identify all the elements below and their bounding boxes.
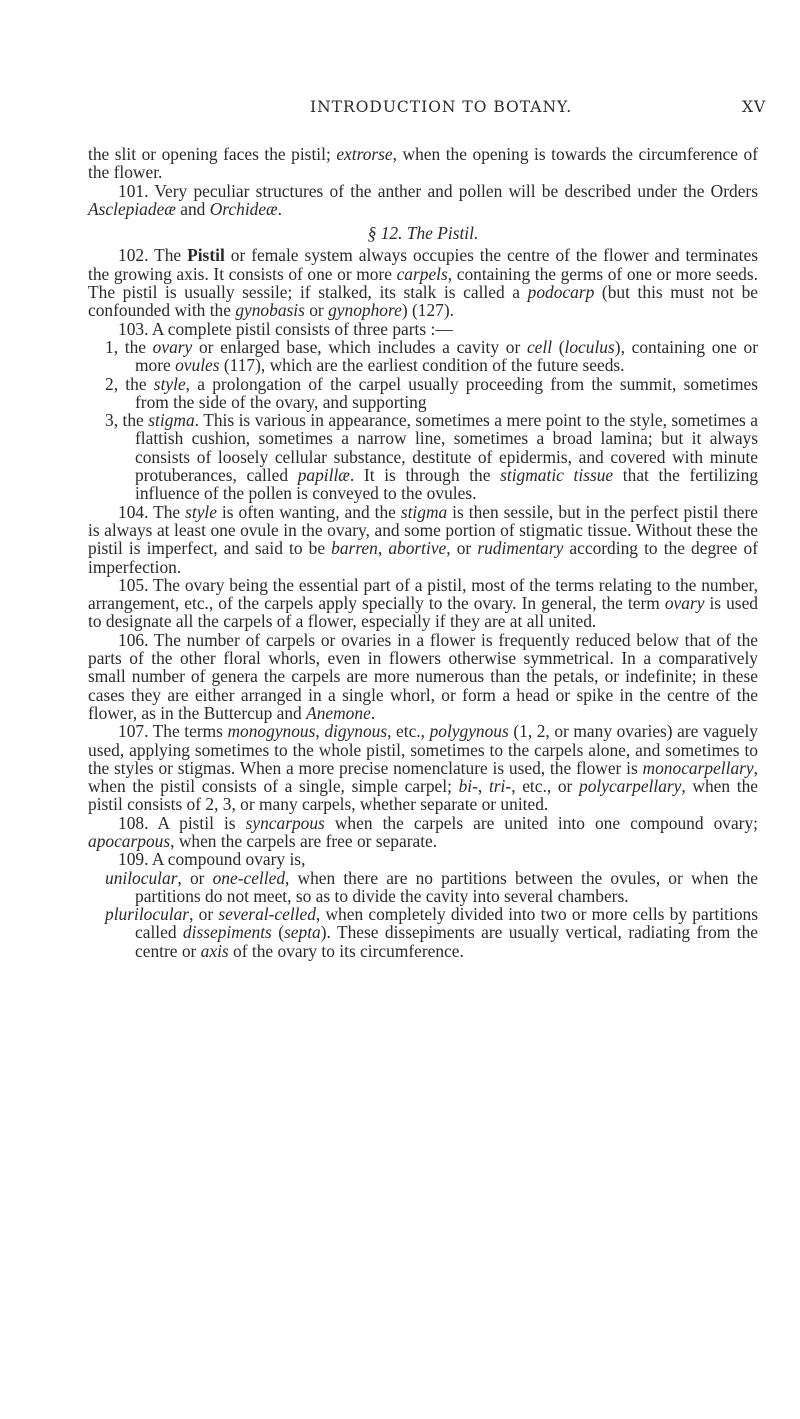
paragraph-109	[88, 850, 758, 868]
header-title: INTRODUCTION TO BOTANY.	[310, 98, 573, 116]
italic-term: ovary	[664, 593, 705, 614]
italic-term: barren	[331, 538, 378, 559]
italic-term: ovules	[175, 355, 220, 376]
text-run: is used to designate all the carpels of a flower, especially if they are at all united.	[88, 593, 758, 632]
italic-term: rudimentary	[477, 538, 564, 559]
text-run: is then sessile, but in the perfect pistil there is always at least one ovule in the ovary, and some portion of stigmatic tissue. Without these the pistil is imperfect, and said to be	[88, 501, 758, 559]
list-item-ovary	[88, 338, 758, 375]
text-run: , or	[446, 538, 478, 559]
text-run: ) (127).	[401, 300, 454, 321]
italic-term: papillæ	[297, 465, 350, 486]
italic-term: apocarpous	[88, 830, 171, 851]
text-run: ), containing one or more	[135, 336, 758, 376]
bold-term: Pistil	[187, 245, 225, 266]
text-run: , when the pistil consists of 2, 3, or many carpels, whether separate or united.	[88, 776, 758, 815]
italic-term: stigma	[148, 410, 195, 431]
text-run: , when the carpels are free or separate.	[170, 830, 438, 851]
text-run: (	[552, 336, 565, 357]
italic-term: monogynous	[227, 721, 316, 742]
paragraph-continuation	[88, 145, 758, 182]
text-run: 104. The	[118, 501, 186, 522]
text-run: , etc., or	[511, 776, 579, 797]
italic-term: stigma	[400, 501, 448, 522]
text-run: 105. The ovary being the essential part of a pistil, most of the terms relating to the number, arrangement, etc., of the carpels apply specially to the ovary. In general, the term	[88, 574, 758, 614]
list-item-unilocular	[88, 869, 758, 906]
text-run: § 12.	[367, 223, 407, 244]
text-run: that the fertilizing influence of the pollen is conveyed to the ovules.	[135, 465, 759, 504]
text-run: 1, the	[105, 336, 153, 357]
italic-term: gynophore	[328, 300, 402, 321]
text-run: or	[304, 300, 329, 321]
paragraph-106	[88, 631, 758, 722]
text-run: (but this must not be confounded with the	[88, 282, 758, 321]
text-run: when the carpels are united into one compound ovary;	[324, 812, 758, 833]
text-run: .	[277, 198, 283, 219]
text-run: .	[370, 702, 376, 723]
text-run: or enlarged base, which includes a cavity or	[192, 336, 527, 357]
section-heading-12	[88, 224, 758, 242]
text-run: , when the pistil consists of a single, simple carpel;	[88, 757, 758, 797]
text-run: , when there are no partitions between the ovules, or when the partitions do not meet, so as to divide the cavity into several chambers.	[135, 867, 758, 906]
italic-term: tri-	[488, 776, 512, 797]
text-run: , or	[189, 904, 219, 925]
text-run: (1, 2, or many ovaries) are vaguely used, applying sometimes to the whole pistil, sometimes to the carpels alone, and sometimes to the styles or stigmas. When a more precise nomenclature is used, the flower is	[88, 721, 758, 778]
text-run: , a prolongation of the carpel usually proceeding from the summit, sometimes from the side of the ovary, and supporting	[135, 373, 759, 412]
italic-term: stigmatic tissue	[500, 465, 614, 486]
italic-term: loculus	[564, 336, 615, 357]
italic-term: several-celled	[218, 904, 316, 925]
paragraph-101	[88, 182, 758, 219]
italic-term: style	[185, 501, 217, 522]
italic-term: axis	[200, 940, 229, 961]
italic-term: carpels	[396, 263, 448, 284]
paragraph-107	[88, 722, 758, 813]
text-run: 108. A pistil is	[118, 812, 246, 833]
text-run: 2, the	[105, 373, 154, 394]
list-item-plurilocular	[88, 905, 758, 960]
italic-term: polycarpellary	[579, 776, 682, 797]
text-run: 106. The number of carpels or ovaries in a flower is frequently reduced below that of the parts of the other floral whorls, even in flowers otherwise symmetrical. In a comparatively small number of genera the carpels are more numerous than the petals, or indefinite; in these cases they are either arranged in a single whorl, or form a head or spike in the centre of the flower, as in the Buttercup and	[88, 629, 758, 723]
italic-term: bi-	[458, 776, 478, 797]
italic-term: monocarpellary	[642, 757, 754, 778]
text-run: (	[271, 922, 285, 943]
italic-term: podocarp	[527, 282, 595, 303]
text-run: is often wanting, and the	[216, 501, 401, 522]
italic-term: ovary	[152, 336, 193, 357]
text-run: , when completely divided into two or more cells by partitions called	[135, 904, 759, 943]
italic-term: syncarpous	[245, 812, 325, 833]
italic-term: unilocular	[105, 867, 178, 888]
text-run: , or	[177, 867, 213, 888]
paragraph-108	[88, 814, 758, 851]
running-header	[0, 98, 800, 128]
italic-term: cell	[526, 336, 553, 357]
text-run: ,	[315, 721, 325, 742]
text-run: 103. A complete pistil consists of three parts :—	[118, 318, 453, 339]
text-run: ). These dissepiments are usually vertical, radiating from the centre or	[135, 922, 758, 961]
text-run: of the ovary to its circumference.	[228, 940, 464, 961]
paragraph-105	[88, 576, 758, 631]
text-run: , etc.,	[387, 721, 430, 742]
text-run: ,	[477, 776, 489, 797]
page-number: XV	[742, 98, 767, 116]
paragraph-104	[88, 503, 758, 576]
text-run: ,	[377, 538, 389, 559]
italic-term: abortive	[388, 538, 447, 559]
text-run: , when the opening is towards the circumference of the flower.	[88, 144, 758, 183]
italic-term: extrorse	[336, 144, 393, 164]
list-item-stigma	[88, 411, 758, 502]
italic-term: septa	[284, 922, 321, 943]
text-run: 102. The	[118, 245, 188, 266]
text-run: , containing the germs of one or more seeds. The pistil is usually sessile; if stalked, its stalk is called a	[88, 263, 758, 303]
italic-term: style	[153, 373, 186, 394]
text-run: 107. The terms	[118, 721, 228, 742]
text-run: the slit or opening faces the pistil;	[88, 144, 337, 164]
text-run: 109. A compound ovary is,	[118, 849, 306, 870]
text-run: 101. Very peculiar structures of the anther and pollen will be described under the Orders	[118, 180, 758, 201]
text-run: according to the degree of imperfection.	[88, 538, 758, 577]
italic-term: Anemone	[306, 702, 371, 723]
text-run: 3, the	[105, 410, 149, 431]
text-run: . This is various in appearance, sometimes a mere point to the style, sometimes a flattish cushion, sometimes a narrow line, sometimes a broad lamina; but it always consists of loosely cellular substance, destitute of epidermis, and covered with minute protuberances, called	[135, 410, 759, 486]
italic-term: Orchideæ	[209, 198, 278, 219]
text-run: or female system always occupies the centre of the flower and terminates the growing axis. It consists of one or more	[88, 245, 758, 284]
italic-term: plurilocular	[105, 904, 190, 925]
paragraph-103	[88, 320, 758, 338]
italic-term: The Pistil.	[406, 223, 479, 244]
italic-term: polygynous	[429, 721, 509, 742]
text-run: and	[175, 198, 210, 219]
body-text	[88, 145, 758, 960]
list-item-style	[88, 375, 758, 412]
italic-term: Asclepiadeæ	[88, 198, 176, 219]
italic-term: gynobasis	[235, 300, 305, 321]
text-run: . It is through the	[349, 465, 501, 486]
paragraph-102	[88, 246, 758, 319]
italic-term: dissepiments	[182, 922, 272, 943]
text-run: (117), which are the earliest condition of the future seeds.	[219, 355, 625, 376]
italic-term: digynous	[324, 721, 388, 742]
italic-term: one-celled	[212, 867, 286, 888]
